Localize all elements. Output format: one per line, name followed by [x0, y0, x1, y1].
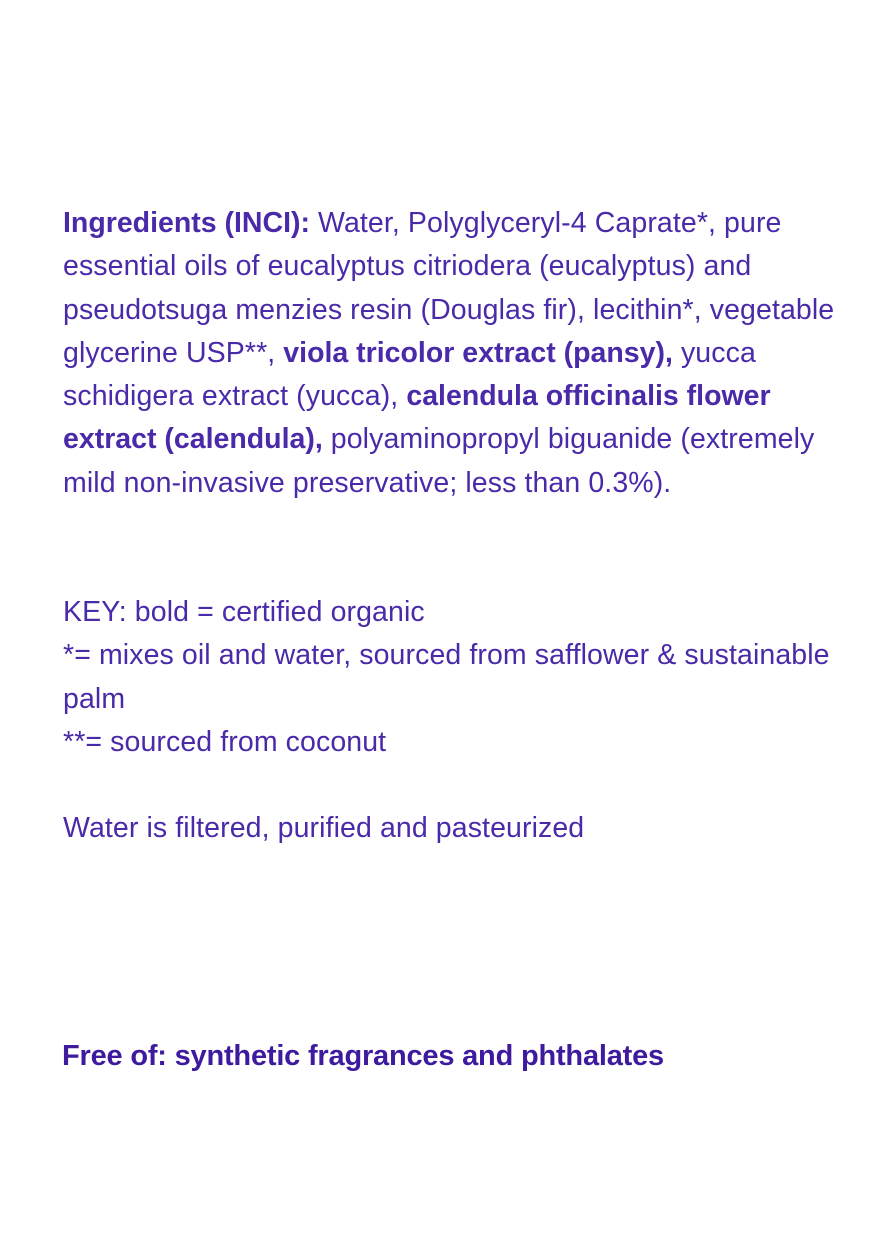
ingredients-paragraph [63, 202, 843, 505]
ingredients-organic-2: calendula officinalis flower extract (calendula), [63, 380, 771, 456]
free-of-statement: Free of: synthetic fragrances and phthalates [62, 1040, 664, 1072]
ingredients-text-3: polyaminopropyl biguanide (extremely mild non-invasive preservative; less than 0.3%). [63, 423, 815, 499]
ingredients-heading: Ingredients (INCI): [63, 207, 310, 239]
key-label: KEY: bold = certified organic [63, 596, 425, 628]
ingredients-text-2: yucca schidigera extract (yucca), [63, 336, 756, 413]
key-note-double-asterisk: **= sourced from coconut [63, 725, 387, 758]
ingredients-text-1: Water, Polyglyceryl-4 Caprate*, pure essential oils of eucalyptus citriodera (eucalyptus) and pseudotsuga menzies resin (Douglas fir), lecithin*, vegetable glycerine USP**, [63, 207, 835, 369]
key-note-single-asterisk: *= mixes oil and water, sourced from safflower & sustainable palm [63, 639, 830, 715]
water-note: Water is filtered, purified and pasteurized [63, 812, 585, 844]
key-section [63, 591, 843, 764]
ingredients-organic-1: viola tricolor extract (pansy), [283, 336, 673, 369]
